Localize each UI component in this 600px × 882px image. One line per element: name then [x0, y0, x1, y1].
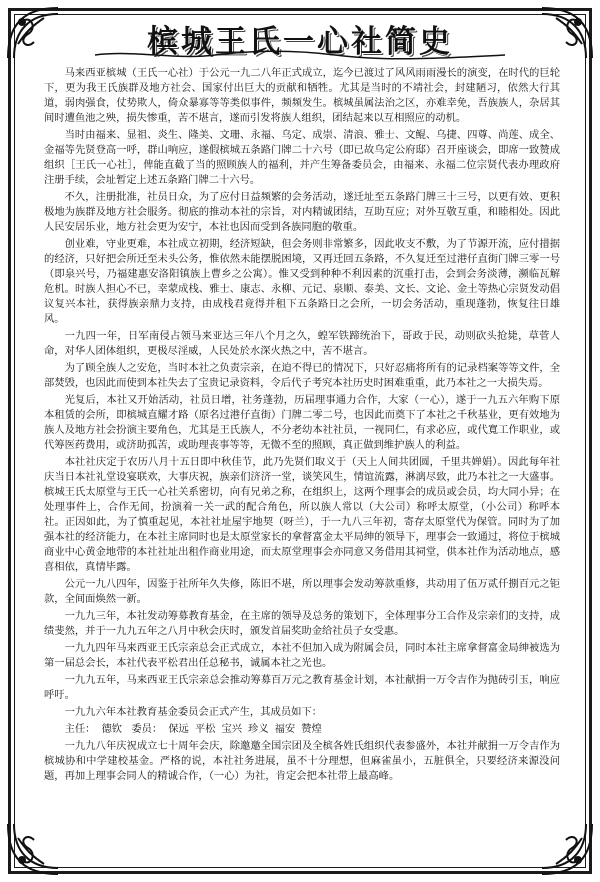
member-name: 福安: [274, 723, 296, 735]
title-underline-ornament-icon: [95, 50, 505, 60]
paragraph: 公元一九八四年，因鉴于社所年久失修，陈旧不堪，所以理事会发动筹款重修，共动用了伍万贰仟捌百元之钜款，全间面焕然一新。: [44, 578, 560, 605]
member-name: 珍义: [248, 723, 269, 735]
paragraph: 光复后，本社又开始活动，社员日增，社务蓬勃，历届理事通力合作，大家（一心），遂于一九五六年购下原本租赁的会所，即槟城直耀才路（原名过港仔直街）门牌二零二号，也因此而奠下了本社之千秋基业，更有效地为族人及地方社会扮演主要角色，尤其是王氏族人，不分老幼本社社员，一视同仁，有求必应，或代寬工作职业，或代筹医药费用，或济助孤苦，或助理丧事等等，无微不至的照顾，真正做到维护族人的利益。: [44, 394, 560, 451]
closing-paragraph: 一九九八年庆祝成立七十周年会庆，除邀邀全国宗团及全槟各姓氏组织代表参盛外，本社并献捐一万令吉作为槟城协和中学建校基金。严格的说，本社社务进展，虽不十分理想，但麻雀虽小，五脏俱全，只要经济来源没问题，再加上理事会同人的精诚合作，（一心）为社，肯定会把本社带上最高峰。: [44, 740, 560, 782]
chair-name: 德钦: [101, 723, 123, 735]
member-name: 保远: [168, 723, 189, 735]
paragraph: 不久，注册批准，社员日众，为了应付日益频繁的会务活动，遂迁址至五条路门牌三十三号，以更有效、更积极地为族群及地方社会服务。彻底的推动本社的宗旨，对内精诚团结，互助互应；对外互敬互重，和睦相处。因此人民安居乐业，地方社会更为安宁，本社也因而受到各族同胞的敬重。: [44, 191, 560, 233]
paragraph: 为了顾全族人之安危，当时本社之负责宗亲，在迫不得已的情况下，只好忍痛将所有的记录档案等等文件，全部焚毁，也因此而使到本社失去了宝贵记录资料，令后代子考究本社历史时困难重重，此乃本社之一大损失焉。: [44, 362, 560, 389]
paragraph: 一九九三年，本社发动筹募教育基金，在主席的领导及总务的策划下，全体理事分工合作及宗亲们的支持，成绩斐然，并于一九九五年之八月中秋会庆时，颁发首届奖助金给社员子女受惠。: [44, 610, 560, 637]
member-name: 平松: [194, 723, 216, 735]
member-name: 赞煌: [301, 723, 322, 735]
committee-members: [44, 722, 560, 737]
paragraph: 本社社庆定于农历八月十五日即中秋佳节，此乃先贤们取义于（天上人间共团圆，千里共婵娟）。因此每年社庆当日本社礼堂设宴联欢，大事庆祝，族亲们济济一堂，谈笑风生，情谊流露，淋漓尽致，此乃本社之一大盛事。槟城王氏太原堂与王氏一心社关系密切，向有兄弟之称，在组织上，这两个理事会的成员或会员，均大同小异；在处理事件上，合作无间，扮演着一关一武的配合角色，所以族人常以（大公司）称呼太原堂，（小公司）称呼本社。正因如此，为了慎重起见，本社社址屋宇地契（呀兰），于一九八三年初，寄存太原堂代为保管。同时为了加强本社的经济能力，在本社主席同时也是太原堂家长的拿督富金太平局绅的领导下，理事会一致通过，将位于槟城商业中心黄金地带的本社社址出租作商业用途，而太原堂理事会亦同意又务借用其祠堂，供本社作为活动地点，感喜相依，真情毕露。: [44, 456, 560, 573]
paragraph: 一九九六年本社教育基金委员会正式产生，其成员如下：: [64, 706, 323, 718]
paragraph: 一九四一年，日军南侵占领马来亚达三年八个月之久，蝗军铁蹄统治下，哥政于民，动则砍头抢毙，草菅人命，对华人团体组织，更极尽淫威，人民处於水深火热之中，苦不堪言。: [44, 330, 560, 357]
paragraph: 一九九四年马来西亚王氏宗亲总会正式成立，本社不但加入成为附属会员，同时本社主席拿督富金局绅被选为第一届总会长，本社代表平松君出任总秘书，诚属本社之光也。: [44, 642, 560, 669]
paragraph: 创业难，守业更难，本社成立初期，经济短缺，但会务则非常繁多，因此收支不敷，为了节源开流，应付措据的经济，只好把会所迁至未头公务，惟依然未能摆脱困境，又再迁回五条路，不久复迁至过港仔直街门牌三零一号（即泉兴号，乃福建惠安洛阳镇族上曹乡之公寓）。惟又受到种种不利因素的沉重打击，会到会务淡薄，濒临瓦解危机。时族人担心不已，幸蒙成栈、雅士、康志、永柳、元记、泉顺、泰美、文长、文论、金土等热心宗贤发动倡议复兴本社，获得族亲鼎力支持，由成栈君竟得并租下五条路日之会所，一切会务活动，重现蓬勃，恢复往日雄风。: [44, 238, 560, 325]
paragraph: 一九九五年，马来西亚王氏宗亲总会推动筹募百万元之教育基金计划，本社献捐一万令吉作为抛砖引玉，响应呼吁。: [44, 674, 560, 701]
history-text: [44, 66, 560, 866]
page-title: 槟城王氏一心社简史: [147, 23, 453, 60]
members-label: 委员：: [131, 723, 163, 735]
corner-ornament-icon: [538, 4, 596, 62]
corner-ornament-icon: [4, 4, 62, 62]
chair-label: 主任：: [64, 723, 96, 735]
member-name: 宝兴: [221, 723, 243, 735]
paragraph: 马来西亚槟城（王氏一心社）于公元一九二八年正式成立，迄今已渡过了风风雨雨漫长的演变，在时代的巨轮下，更为我王氏族群及地方社会、国家付出巨大的贡献和牺牲。尤其是当时的不靖社会，封建陋习，依然大行其道，弱肉强食，仗势欺人，倚众暴寡等等类似事件，频频发生。槟城虽属法治之区，亦难幸免，吾族族人，杂居其间时遭鱼池之殃，损失惨重，苦不堪言，遂而引发将族人组织，团结起来以互相照应的动机。: [44, 67, 560, 124]
paragraph: 当时由福来、显祖、炎生、隆美、文珊、永福、乌定、成崇、清浪、雅士、文鲲、乌捷、四尊、尚莲、成全、金福等先贤登高一呼，群山响应，遂假槟城五条路门牌二十六号（即已故乌定公府邸）召开座谈会，即席一致赞成组织［王氏一心社］，俾能直截了当的照顾族人的福利，并产生筹备委员会，由福来、永福二位宗贤代表办理政府注册手续，会址暂定上述五条路门牌二十六号。: [44, 129, 560, 186]
